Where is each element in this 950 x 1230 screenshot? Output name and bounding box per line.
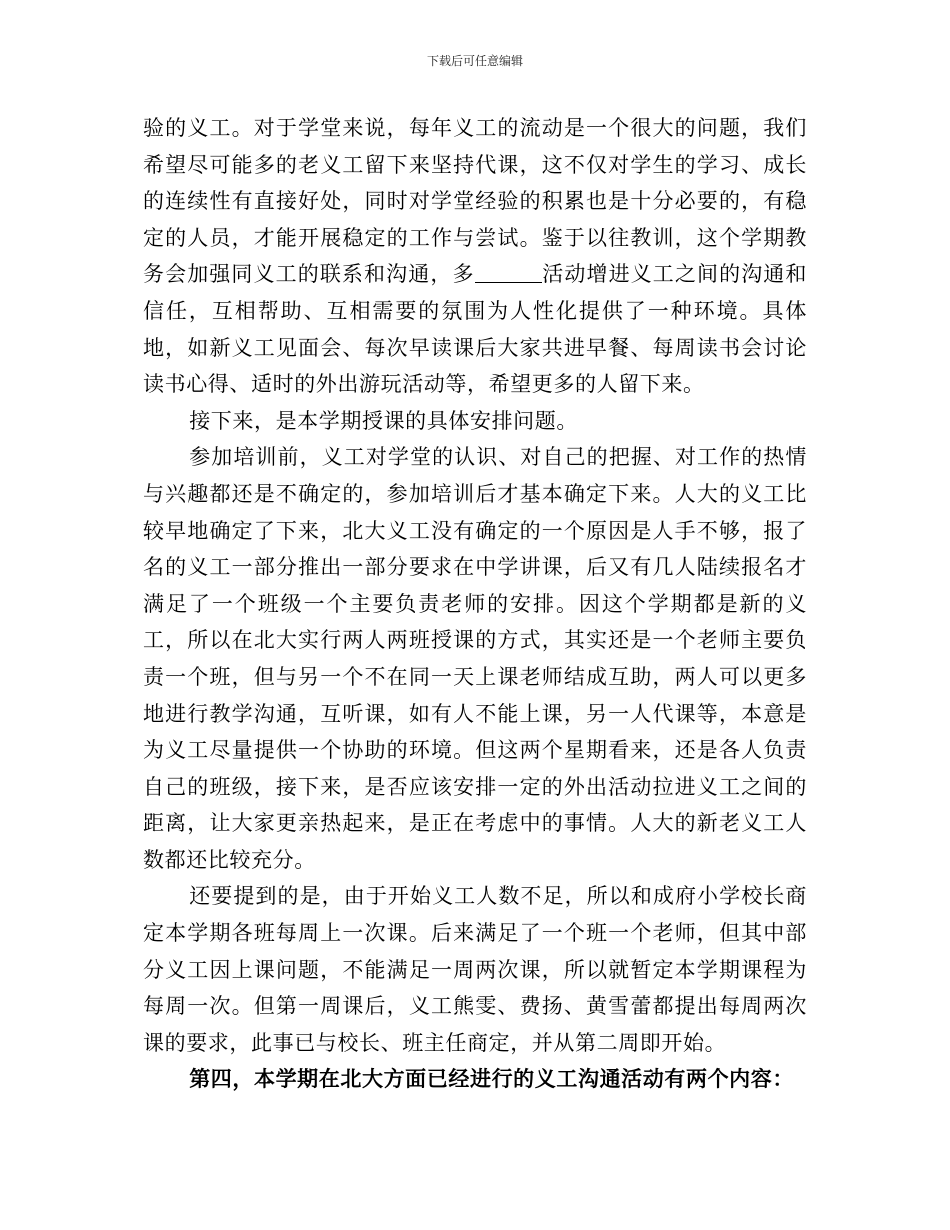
paragraph-training: 参加培训前，义工对学堂的认识、对自己的把握、对工作的热情与兴趣都还是不确定的，参加培训后才基本确定下来。人大的义工比较早地确定了下来，北大义工没有确定的一个原因是人手不够，报了名的义工一部分推出一部分要求在中学讲课，后又有几人陆续报名才满足了一个班级一个主要负责老师的安排。因这个学期都是新的义工，所以在北大实行两人两班授课的方式，其实还是一个老师主要负责一个班，但与另一个不在同一天上课老师结成互助，两人可以更多地进行教学沟通，互听课，如有人不能上课，另一人代课等，本意是为义工尽量提供一个协助的环境。但这两个星期看来，还是各人负责自己的班级，接下来，是否应该安排一定的外出活动拉进义工之间的距离，让大家更亲热起来，是正在考虑中的事情。人大的新老义工人数都还比较充分。 bbox=[143, 445, 807, 872]
document-body bbox=[143, 110, 807, 1098]
paragraph-volunteer-retention bbox=[143, 110, 807, 403]
paragraph-text: 活动增进义工之间的沟通和信任，互相帮助、互相需要的氛围为人性化提供了一种环境。具体地，如新义工见面会、每次早读课后大家共进早餐、每周读书会讨论读书心得、适时的外出游玩活动等，希望更多的人留下来。 bbox=[143, 262, 807, 397]
section-heading: 第四，本学期在北大方面已经进行的义工沟通活动有两个内容： bbox=[189, 1066, 794, 1092]
page-header: 下载后可任意编辑 bbox=[426, 54, 523, 68]
paragraph-class-frequency: 还要提到的是，由于开始义工人数不足，所以和成府小学校长商定本学期各班每周上一次课。后来满足了一个班一个老师，但其中部分义工因上课问题，不能满足一周两次课，所以就暂定本学期课程为每周一次。但第一周课后，义工熊雯、费扬、黄雪蕾都提出每周两次课的要求，此事已与校长、班主任商定，并从第二周即开始。 bbox=[143, 884, 807, 1055]
paragraph-schedule-intro: 接下来，是本学期授课的具体安排问题。 bbox=[189, 408, 578, 433]
fill-in-blank bbox=[475, 261, 542, 283]
paragraph-text: 验的义工。对于学堂来说，每年义工的流动是一个很大的问题，我们希望尽可能多的老义工留下来坚持代课，这不仅对学生的学习、成长的连续性有直接好处，同时对学堂经验的积累也是十分必要的，有稳定的人员，才能开展稳定的工作与尝试。鉴于以往教训，这个学期教务会加强同义工的联系和沟通，多 bbox=[143, 116, 807, 287]
